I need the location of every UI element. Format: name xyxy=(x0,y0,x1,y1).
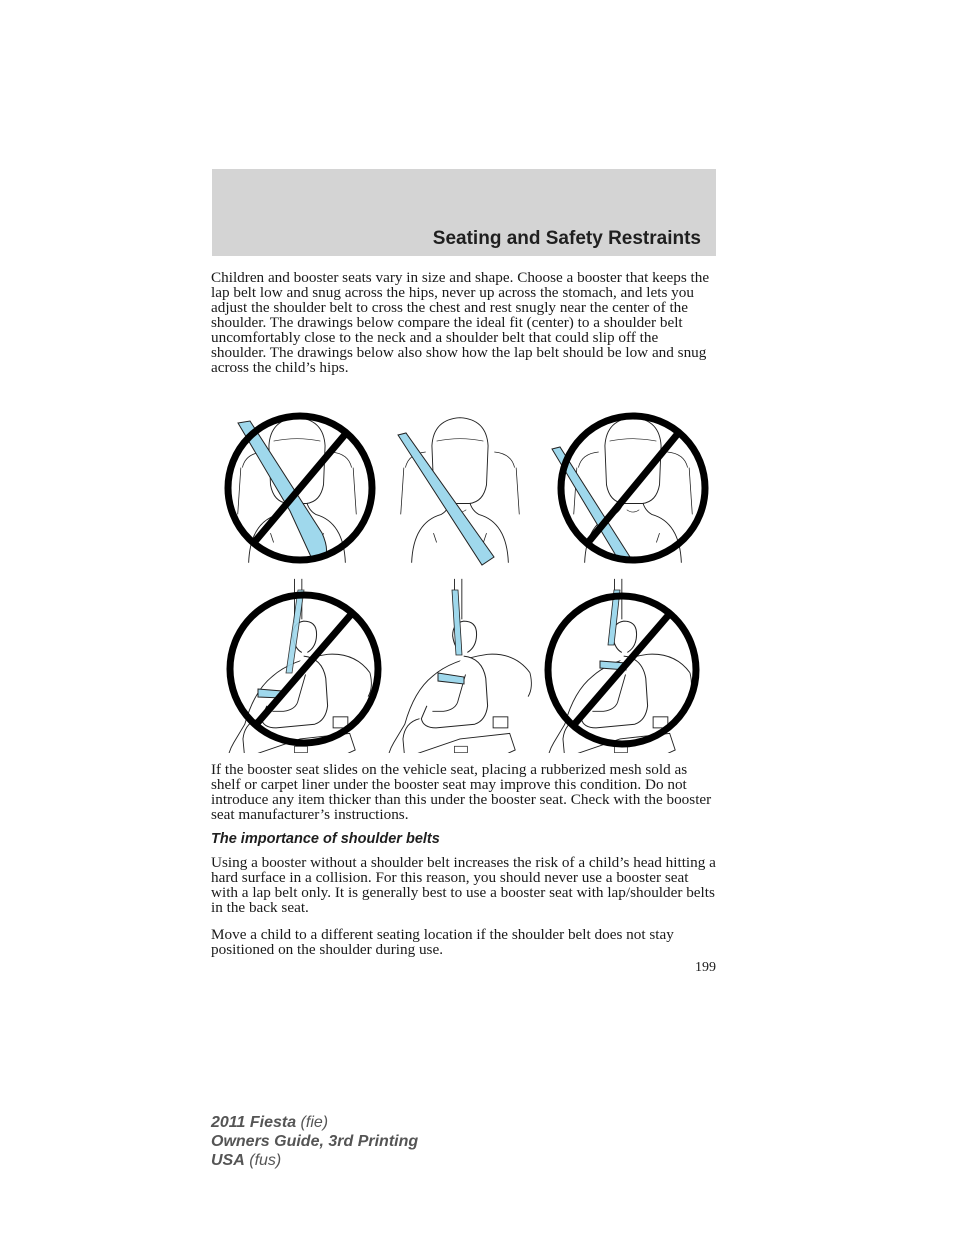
booster-fit-illustration xyxy=(212,405,716,753)
section-title: Seating and Safety Restraints xyxy=(432,228,701,249)
subheading-shoulder-belts: The importance of shoulder belts xyxy=(211,831,440,847)
illustration-lap-belt-wrong-2 xyxy=(546,579,696,753)
footer-model: 2011 Fiesta xyxy=(211,1114,297,1131)
footer-market-code: (fus) xyxy=(249,1152,282,1169)
illustration-belt-off-shoulder xyxy=(552,416,705,563)
illustration-lap-belt-ideal xyxy=(386,579,531,753)
footer-market: USA xyxy=(211,1152,245,1169)
seating-location-paragraph: Move a child to a different seating location if the shoulder belt does not stay positioned on the shoulder during use. xyxy=(211,926,674,958)
footer-guide: Owners Guide, 3rd Printing xyxy=(211,1133,419,1150)
page-number: 199 xyxy=(695,960,716,975)
illustration-belt-ideal-shoulder xyxy=(398,418,519,565)
document-footer xyxy=(211,1113,418,1170)
shoulder-belt-paragraph: Using a booster without a shoulder belt increases the risk of a child’s head hitting a hard surface in a collision. For this reason, you should never use a booster seat with a lap belt only. It is generally best to use a booster seat with lap/shoulder belts in the back seat. xyxy=(211,854,716,916)
footer-model-code: (fie) xyxy=(300,1114,329,1131)
footer-line-1 xyxy=(211,1113,418,1132)
illustration-lap-belt-wrong-1 xyxy=(226,579,378,753)
illustration-belt-near-neck xyxy=(228,416,372,563)
footer-line-3 xyxy=(211,1151,418,1170)
section-header xyxy=(212,169,716,256)
mesh-liner-paragraph: If the booster seat slides on the vehicle seat, placing a rubberized mesh sold as shelf or carpet liner under the booster seat may improve this condition. Do not introduce any item thicker than this under the booster seat. Check with the booster seat manufacturer’s instructions. xyxy=(211,761,712,823)
footer-line-2 xyxy=(211,1132,418,1151)
intro-paragraph: Children and booster seats vary in size and shape. Choose a booster that keeps the lap belt low and snug across the hips, never up across the stomach, and lets you adjust the shoulder belt to cross the chest and rest snugly near the center of the shoulder. The drawings below compare the ideal fit (center) to a shoulder belt uncomfortably close to the neck and a shoulder belt that could slip off the shoulder. The drawings below also show how the lap belt should be low and snug across the child’s hips. xyxy=(211,269,710,376)
